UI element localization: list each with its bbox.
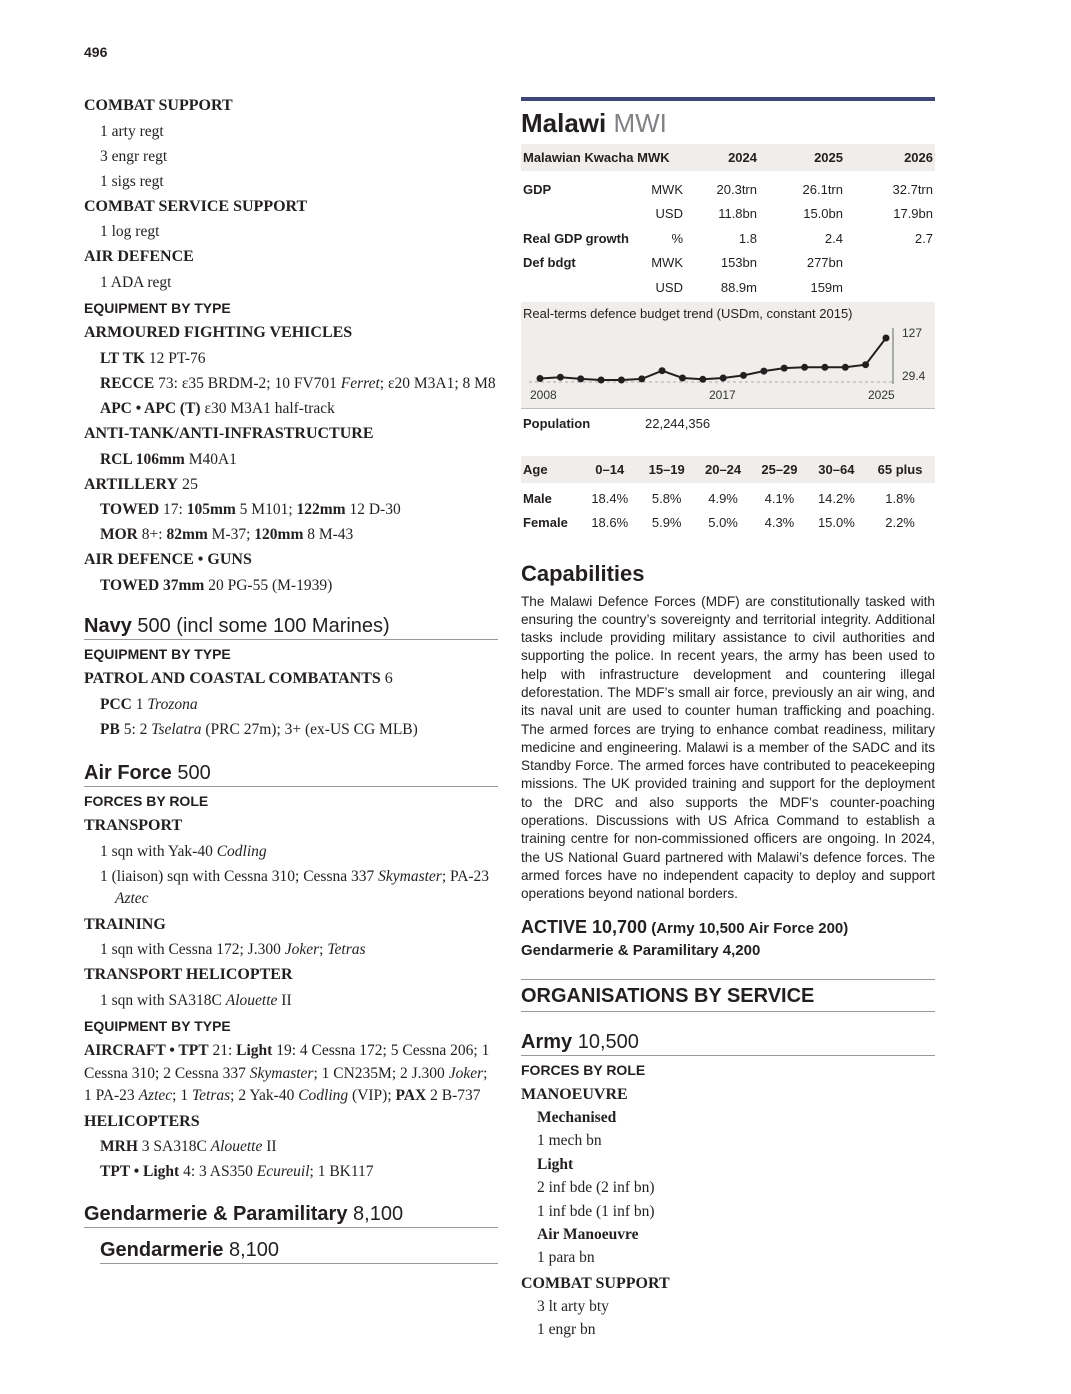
- value: 17:: [159, 501, 187, 518]
- data-point-2019: [760, 367, 767, 374]
- cell: [845, 251, 935, 276]
- header-cell: 65 plus: [865, 456, 935, 483]
- table-row: [521, 511, 935, 535]
- service-name: Gendarmerie: [100, 1239, 224, 1261]
- list-item: 1 sigs regt: [100, 172, 164, 190]
- row-unit: MWK: [651, 255, 683, 271]
- value: 1 sqn with Yak-40: [100, 842, 217, 860]
- list-item: [84, 841, 498, 866]
- value: ; 1 CN235M; 2 J.300: [313, 1064, 449, 1082]
- label: PAX: [395, 1087, 427, 1104]
- header-cell: 0–14: [581, 456, 639, 483]
- header-cell: 30–64: [808, 456, 866, 483]
- section-heading-gendarmerie-paramilitary: [84, 1202, 498, 1228]
- heading-afv: ARMOURED FIGHTING VEHICLES: [84, 324, 353, 341]
- cell: 5.0%: [708, 515, 738, 530]
- heading-combat-support: COMBAT SUPPORT: [521, 1274, 670, 1292]
- active-label: ACTIVE 10,700: [521, 916, 648, 937]
- count: 25: [178, 475, 199, 493]
- value: 5: 2: [119, 720, 152, 738]
- data-point-2023: [842, 363, 849, 370]
- paramilitary-strength: Gendarmerie & Paramilitary 4,200: [521, 941, 761, 959]
- list-item: 1 ADA regt: [100, 273, 172, 291]
- value: 1: [131, 695, 148, 713]
- cell: 2.2%: [885, 515, 915, 530]
- row-label: Female: [523, 515, 568, 530]
- series-points: [537, 334, 890, 383]
- value: ; 2 Yak-40: [230, 1087, 299, 1104]
- data-point-2024: [862, 361, 869, 368]
- right-column: [521, 97, 935, 1343]
- data-point-2013: [638, 375, 645, 382]
- name: Tetras: [327, 941, 366, 958]
- organisations-heading: ORGANISATIONS BY SERVICE: [521, 979, 935, 1012]
- calibre: 82mm: [166, 526, 208, 543]
- heading-artillery: [84, 474, 498, 500]
- cell: 26.1trn: [802, 181, 843, 197]
- list-item: [84, 866, 498, 911]
- data-point-2010: [577, 375, 584, 382]
- label: TOWED: [100, 501, 160, 518]
- cell: 159m: [810, 279, 843, 295]
- x-tick-label: 2008: [530, 387, 557, 402]
- data-point-2025: [883, 334, 890, 341]
- name: Alouette: [225, 991, 278, 1009]
- heading-helicopters: HELICOPTERS: [84, 1112, 200, 1130]
- value: 12 D-30: [345, 501, 401, 518]
- cell: 15.0bn: [803, 206, 843, 222]
- cell: 20.3trn: [716, 181, 757, 197]
- country-title: [521, 108, 935, 138]
- chart-title: Real-terms defence budget trend (USDm, constant 2015): [523, 305, 853, 321]
- cell: 4.1%: [764, 491, 795, 506]
- heading-patrol: [84, 668, 498, 694]
- service-name: Navy: [84, 614, 132, 637]
- label: PB: [100, 720, 120, 738]
- value: M-37;: [207, 526, 255, 543]
- equipment-towed-37: [84, 575, 498, 600]
- equipment-mor: [84, 524, 498, 549]
- cell: 2.7: [914, 230, 933, 246]
- value: 2 B-737: [426, 1087, 481, 1104]
- value: ; 1 BK117: [309, 1163, 374, 1180]
- label: Light: [236, 1042, 273, 1059]
- data-point-2016: [699, 375, 706, 382]
- list-item: 1 arty regt: [100, 122, 164, 140]
- heading-forces-by-role: FORCES BY ROLE: [521, 1061, 646, 1078]
- data-point-2017: [720, 374, 727, 381]
- value: 1 sqn with Cessna 172; J.300: [100, 941, 285, 958]
- value: 8+:: [137, 526, 167, 543]
- value: 73: ε35 BRDM-2; 10 FV701: [154, 374, 341, 392]
- population-value: 22,244,356: [645, 415, 711, 431]
- name: Tselatra: [151, 720, 202, 738]
- value: 5 M101;: [235, 501, 297, 518]
- active-detail: (Army 10,500 Air Force 200): [647, 919, 849, 937]
- value: 12 PT-76: [144, 349, 206, 367]
- capabilities-text: The Malawi Defence Forces (MDF) are constitutionally tasked with ensuring the country’s sovereignty and territorial integrity. Additional tasks include providing military assistance to civil authorities and supporting the police. In recent years, the army has been used to help with infrastructure development and countering illegal deforestation. The MDF’s small air force, previously an air wing, and its naval unit are used to counter human trafficking and poaching. The armed forces are trying to enhance combat readiness, military medicine and engineering. Malawi is a member of the SADC and its Standby Force. The armed forces have contributed to peacekeeping missions. The UK provided training and support for the deployment to the DRC and also supports the MDF’s counter-poaching operations. Discussions with US Africa Command to establish a training centre for non-commissioned officers are ongoing. In 2024, the US National Guard partnered with Malawi’s defence forces. The armed forces have no independent capacity to deploy and support operations beyond national borders.: [521, 593, 935, 902]
- value: II: [262, 1138, 277, 1155]
- value: (PRC 27m); 3+ (ex-US CG MLB): [201, 720, 418, 738]
- calibre: 120mm: [254, 526, 304, 543]
- x-tick-label: 2025: [868, 387, 895, 402]
- value: ; 1: [172, 1087, 192, 1104]
- trend-chart-svg: [521, 302, 935, 408]
- list-item: 1 para bn: [537, 1249, 595, 1267]
- value: 1 (liaison) sqn with Cessna 310; Cessna 337: [100, 867, 379, 885]
- equipment-rcl: [84, 449, 498, 474]
- list-item: 1 mech bn: [537, 1132, 602, 1150]
- year-header: 2024: [685, 144, 759, 171]
- cell: 11.8bn: [718, 206, 757, 222]
- list-item: [84, 939, 498, 964]
- service-desc: 10,500: [572, 1030, 639, 1053]
- cell: 32.7trn: [892, 181, 933, 197]
- data-point-2011: [598, 376, 605, 383]
- data-point-2012: [618, 376, 625, 383]
- equipment-lt-tk: [84, 348, 498, 373]
- calibre: 122mm: [296, 501, 346, 518]
- table-row: [521, 202, 935, 227]
- name: Alouette: [210, 1138, 263, 1155]
- heading-equipment-by-type: EQUIPMENT BY TYPE: [84, 645, 231, 662]
- label: TOWED 37mm: [100, 576, 205, 594]
- value: 19: 4 Cessna 172; 5 Cessna 206; 1 Cessna 310; 2 Cessna 337: [84, 1042, 490, 1082]
- label: ARTILLERY: [84, 475, 179, 493]
- active-strength: [521, 916, 935, 940]
- cell: 4.3%: [764, 515, 795, 530]
- list-item: 1 log regt: [100, 223, 160, 240]
- value: 1 sqn with SA318C: [100, 991, 226, 1009]
- heading-equipment-by-type: EQUIPMENT BY TYPE: [84, 1017, 231, 1034]
- table-row: [521, 251, 935, 276]
- x-tick-label: 2017: [709, 387, 736, 402]
- equipment-recce: [84, 373, 498, 396]
- service-name: Air Force: [84, 761, 172, 784]
- calibre: 105mm: [186, 501, 236, 518]
- currency-label: Malawian Kwacha MWK: [521, 144, 685, 171]
- service-desc: 500: [171, 761, 211, 784]
- row-label: [521, 202, 633, 227]
- section-heading-navy: [84, 614, 498, 640]
- service-desc: 8,100: [347, 1203, 404, 1225]
- name: Ferret: [340, 374, 380, 392]
- value: 21:: [208, 1042, 237, 1059]
- label: TPT • Light: [100, 1163, 180, 1180]
- data-point-2021: [801, 363, 808, 370]
- value: 8 M-43: [303, 526, 354, 543]
- defence-budget-trend-chart: [521, 302, 935, 408]
- label: PCC: [100, 695, 132, 713]
- list-item: 1 inf bde (1 inf bn): [537, 1202, 655, 1220]
- label: PATROL AND COASTAL COMBATANTS: [84, 670, 381, 687]
- heading-training: TRAINING: [84, 915, 166, 933]
- list-item: 1 engr bn: [537, 1321, 596, 1339]
- value: (VIP);: [348, 1087, 396, 1104]
- table-row: [521, 483, 935, 511]
- year-header: 2026: [845, 144, 935, 171]
- header-cell: 25–29: [751, 456, 807, 483]
- cell: 5.8%: [651, 491, 682, 506]
- section-heading-gendarmerie: [100, 1238, 498, 1264]
- row-label: Def bdgt: [523, 255, 576, 271]
- label: RCL 106mm: [100, 450, 185, 468]
- service-desc: 8,100: [223, 1239, 279, 1261]
- heading-equipment-by-type: EQUIPMENT BY TYPE: [84, 299, 231, 316]
- heading-manoeuvre: MANOEUVRE: [521, 1085, 628, 1103]
- row-label: [521, 275, 633, 300]
- equipment-mrh: [84, 1136, 498, 1161]
- label: APC • APC (T): [100, 400, 201, 417]
- data-point-2022: [821, 363, 828, 370]
- name: Skymaster: [249, 1064, 314, 1082]
- equipment-towed: [84, 499, 498, 524]
- name: Joker: [284, 941, 320, 958]
- equipment-pb: [84, 719, 498, 744]
- table-row: [521, 226, 935, 251]
- heading-transport: TRANSPORT: [84, 817, 183, 834]
- subheading-mechanised: Mechanised: [537, 1108, 617, 1126]
- capabilities-heading: Capabilities: [521, 560, 645, 586]
- value: 3 SA318C: [137, 1138, 211, 1155]
- header-cell: 15–19: [639, 456, 695, 483]
- cell: 1.8%: [885, 491, 915, 506]
- name: Ecureuil: [256, 1163, 310, 1180]
- equipment-tpt-light: [84, 1161, 498, 1186]
- heading-transport-helicopter: TRANSPORT HELICOPTER: [84, 966, 293, 983]
- year-header: 2025: [759, 144, 845, 171]
- economic-table: [521, 144, 935, 300]
- country-code: MWI: [613, 108, 667, 138]
- name: Aztec: [115, 890, 149, 907]
- country-top-rule: [521, 97, 935, 101]
- cell: 14.2%: [817, 491, 855, 506]
- row-label: Male: [523, 491, 552, 506]
- y-min-label: 29.4: [902, 368, 926, 383]
- table-header-row: [521, 456, 935, 483]
- equipment-apc: [84, 398, 498, 423]
- name: Aztec: [138, 1087, 173, 1104]
- list-item: 3 engr regt: [100, 147, 168, 165]
- data-point-2018: [740, 371, 747, 378]
- value: ; PA-23: [441, 867, 490, 885]
- name: Trozona: [147, 695, 198, 713]
- cell: 5.9%: [651, 515, 682, 530]
- data-point-2015: [679, 374, 686, 381]
- value: M40A1: [184, 450, 237, 468]
- row-label: GDP: [523, 181, 552, 197]
- data-point-2009: [557, 373, 564, 380]
- label: MOR: [100, 526, 138, 543]
- section-heading-army: [521, 1030, 935, 1056]
- row-unit: USD: [655, 206, 683, 222]
- label: RECCE: [100, 374, 155, 392]
- cell: 18.6%: [591, 515, 629, 530]
- row-unit: MWK: [651, 181, 683, 197]
- cell: 153bn: [720, 255, 757, 271]
- table-row: [521, 171, 935, 202]
- data-point-2020: [781, 364, 788, 371]
- name: Joker: [448, 1064, 484, 1082]
- value: 20 PG-55 (M-1939): [204, 576, 333, 594]
- value: ; ε20 M3A1; 8 M8: [379, 374, 496, 392]
- value: II: [277, 991, 292, 1009]
- population-label: Population: [523, 415, 591, 431]
- heading-combat-support: COMBAT SUPPORT: [84, 97, 233, 114]
- cell: 4.9%: [708, 491, 738, 506]
- header-cell: Age: [521, 456, 581, 483]
- cell: 88.9m: [720, 279, 757, 295]
- list-item: 3 lt arty bty: [537, 1298, 609, 1316]
- row-unit: %: [671, 230, 683, 246]
- heading-anti-tank: ANTI-TANK/ANTI-INFRASTRUCTURE: [84, 425, 374, 442]
- cell: 1.8: [738, 230, 757, 246]
- population-row: [521, 408, 935, 439]
- value: ;: [319, 941, 328, 958]
- subheading-light: Light: [537, 1155, 574, 1173]
- cell: 15.0%: [817, 515, 855, 530]
- cell: 2.4: [824, 230, 843, 246]
- heading-forces-by-role: FORCES BY ROLE: [84, 792, 209, 809]
- cell: 18.4%: [591, 491, 629, 506]
- service-name: Army: [521, 1030, 573, 1053]
- heading-air-defence: AIR DEFENCE: [84, 248, 194, 265]
- left-column: [84, 95, 498, 1267]
- series-line: [540, 338, 886, 380]
- list-item: [84, 990, 498, 1015]
- label: LT TK: [100, 349, 145, 367]
- name: Skymaster: [378, 867, 442, 885]
- table-header-row: [521, 144, 935, 171]
- header-cell: 20–24: [695, 456, 751, 483]
- value: ε30 M3A1 half-track: [200, 400, 335, 417]
- cell: 17.9bn: [893, 206, 933, 222]
- equipment-pcc: [84, 694, 498, 719]
- name: Codling: [216, 842, 267, 860]
- subheading-air-manoeuvre: Air Manoeuvre: [537, 1225, 639, 1243]
- equipment-aircraft: [84, 1040, 498, 1108]
- age-table: [521, 456, 935, 535]
- name: Codling: [298, 1087, 349, 1104]
- value: 4: 3 AS350: [179, 1163, 257, 1180]
- name: Tetras: [191, 1087, 231, 1104]
- y-max-label: 127: [902, 325, 923, 340]
- label: MRH: [100, 1138, 138, 1155]
- page-number: 496: [84, 44, 108, 60]
- data-point-2014: [659, 367, 666, 374]
- table-row: [521, 275, 935, 300]
- cell: 277bn: [806, 255, 843, 271]
- row-label: Real GDP growth: [523, 230, 629, 246]
- list-item: 2 inf bde (2 inf bn): [537, 1179, 655, 1197]
- row-unit: USD: [655, 279, 683, 295]
- cell: [845, 275, 935, 300]
- heading-combat-service-support: COMBAT SERVICE SUPPORT: [84, 197, 308, 215]
- country-name: Malawi: [521, 108, 607, 138]
- label: AIRCRAFT • TPT: [84, 1042, 209, 1059]
- section-heading-air-force: [84, 761, 498, 787]
- value: ; 1 PA-23: [84, 1064, 488, 1104]
- count: 6: [380, 670, 393, 687]
- service-name: Gendarmerie & Paramilitary: [84, 1203, 348, 1225]
- service-desc: 500 (incl some 100 Marines): [131, 614, 390, 637]
- heading-ad-guns: AIR DEFENCE • GUNS: [84, 551, 252, 568]
- data-point-2008: [537, 375, 544, 382]
